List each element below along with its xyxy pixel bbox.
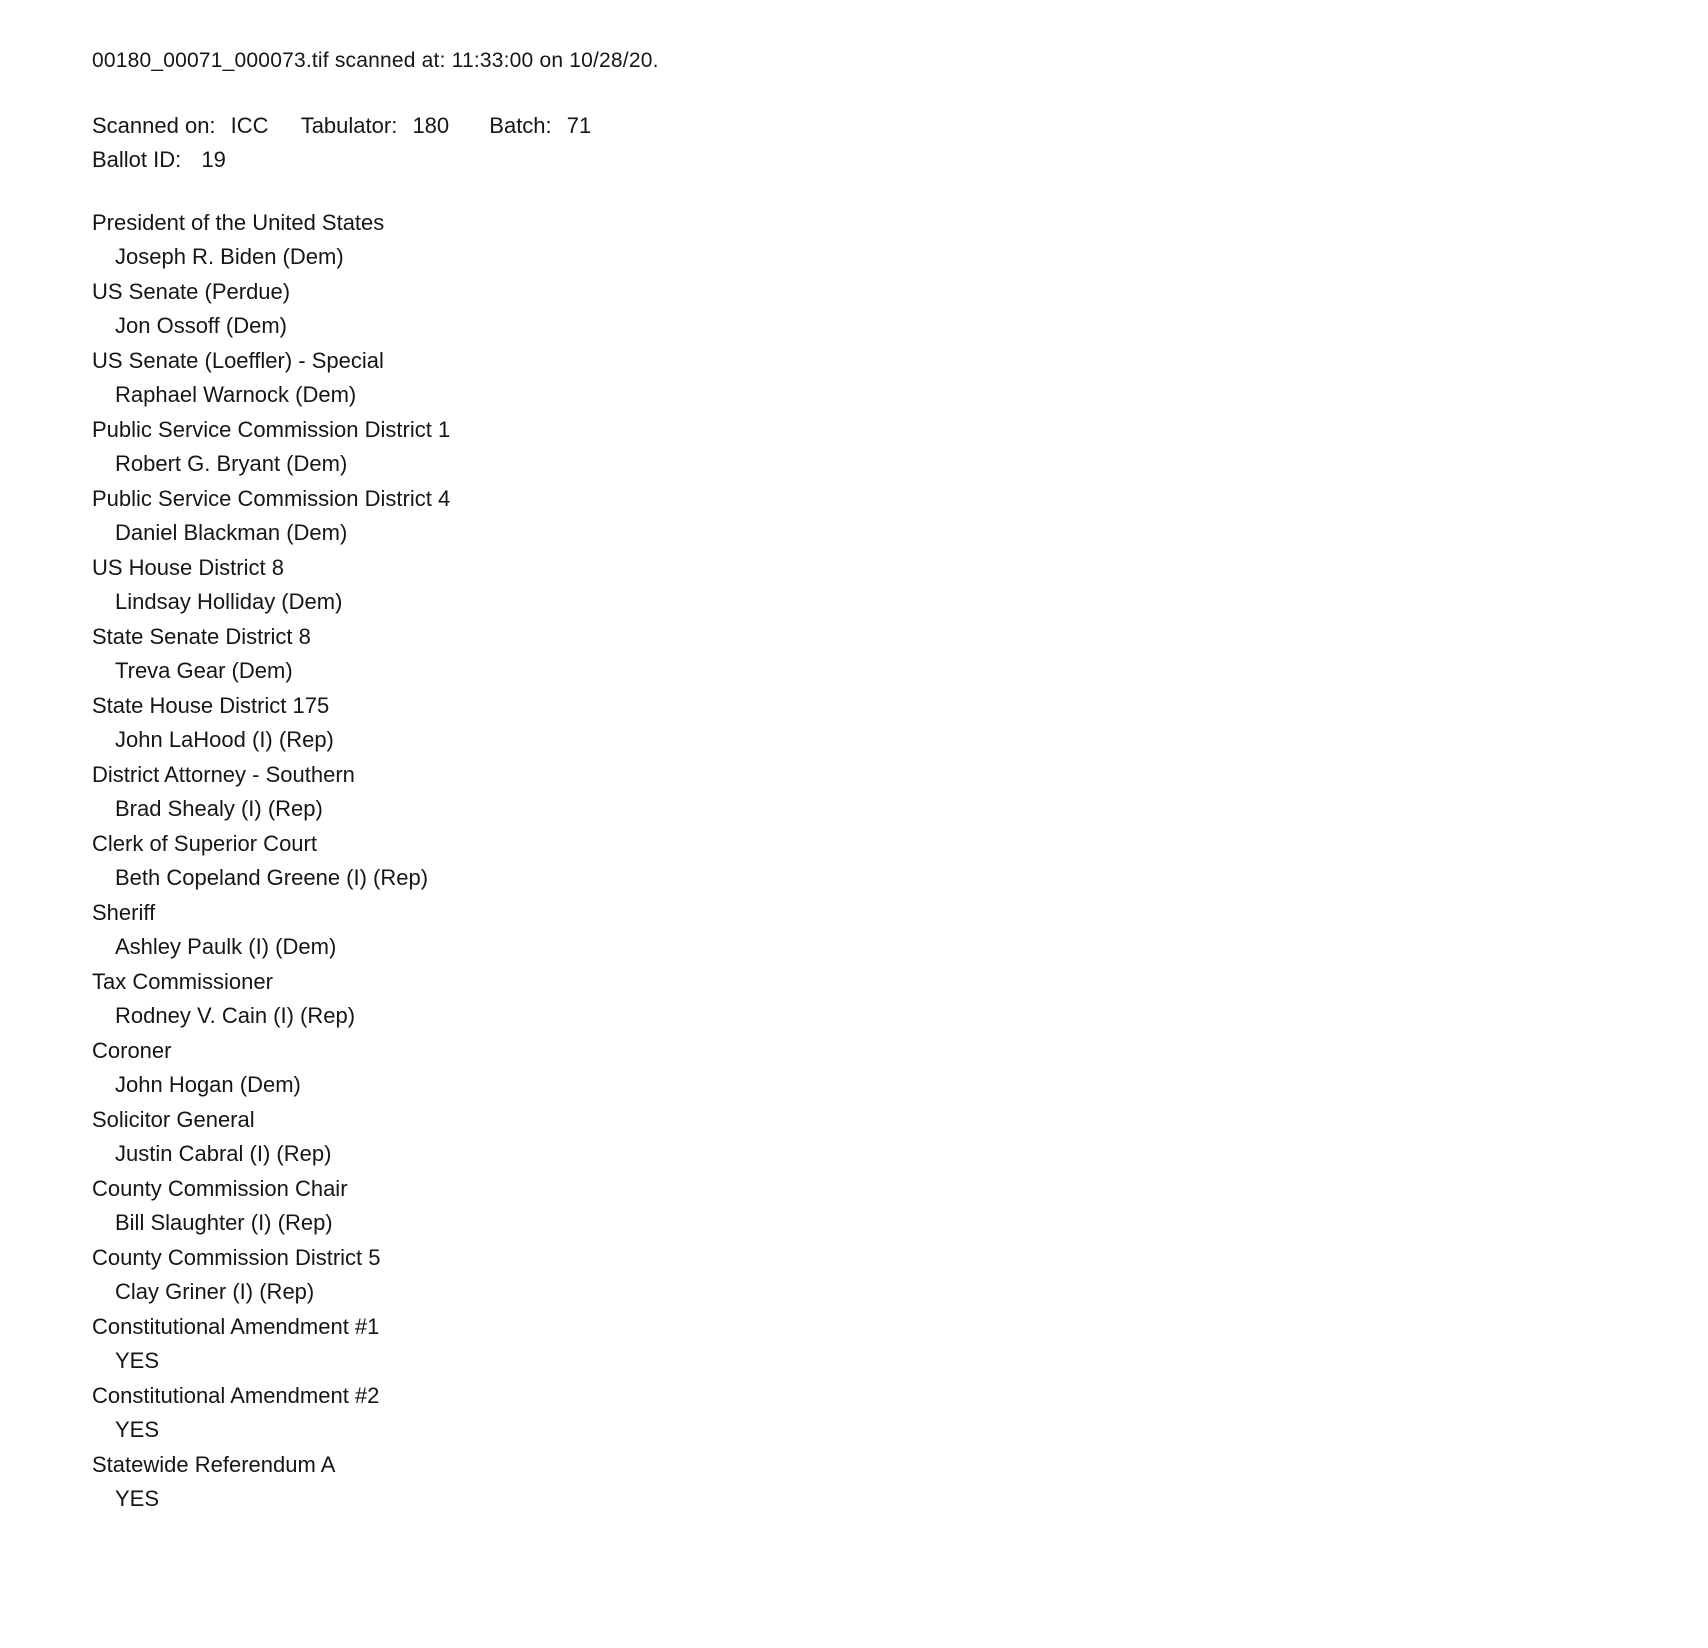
- ballot-id-line: [92, 143, 1648, 178]
- contest-selection: Raphael Warnock (Dem): [115, 382, 357, 407]
- contest-selection: Bill Slaughter (I) (Rep): [115, 1210, 333, 1235]
- contest-selection: YES: [115, 1348, 160, 1373]
- contest-office: US House District 8: [92, 554, 284, 580]
- scanned-on-value: ICC: [230, 112, 269, 138]
- contest-office: Constitutional Amendment #1: [92, 1313, 380, 1339]
- scan-info: [92, 109, 1648, 178]
- scanned-on-field: [92, 113, 275, 138]
- contest-selection: Lindsay Holliday (Dem): [115, 589, 343, 614]
- contest-list: [92, 206, 1648, 1517]
- contest-selection: Treva Gear (Dem): [115, 658, 293, 683]
- contest-selection: Joseph R. Biden (Dem): [115, 244, 344, 269]
- batch-field: [489, 113, 591, 138]
- contest-office: Public Service Commission District 1: [92, 416, 451, 442]
- contest-selection: John LaHood (I) (Rep): [115, 727, 334, 752]
- contest-selection: Ashley Paulk (I) (Dem): [115, 934, 337, 959]
- scan-info-line: [92, 109, 1648, 144]
- contest-selection: Jon Ossoff (Dem): [115, 313, 287, 338]
- ballot-id-field: [92, 147, 226, 172]
- contest-office: Clerk of Superior Court: [92, 830, 317, 856]
- contest-office: US Senate (Loeffler) - Special: [92, 347, 384, 373]
- tabulator-label: Tabulator:: [300, 112, 398, 138]
- contest-office: District Attorney - Southern: [92, 761, 355, 787]
- contest-selection: Robert G. Bryant (Dem): [115, 451, 348, 476]
- contest-office: Sheriff: [92, 899, 156, 925]
- ballot-id-value: 19: [201, 147, 226, 172]
- contest-office: Solicitor General: [92, 1106, 255, 1132]
- contest-office: County Commission District 5: [92, 1244, 381, 1270]
- scanned-on-label: Scanned on:: [92, 112, 216, 138]
- contest-selection: Justin Cabral (I) (Rep): [115, 1141, 332, 1166]
- contest-office: US Senate (Perdue): [92, 278, 291, 304]
- contest-office: President of the United States: [92, 209, 385, 235]
- contest-selection: YES: [115, 1417, 160, 1442]
- file-header-line: 00180_00071_000073.tif scanned at: 11:33:00 on 10/28/20.: [92, 49, 659, 72]
- batch-label: Batch:: [489, 112, 552, 138]
- contest-selection: YES: [115, 1486, 160, 1511]
- contest-office: Public Service Commission District 4: [92, 485, 451, 511]
- contest-office: Coroner: [92, 1037, 172, 1063]
- tabulator-value: 180: [412, 112, 450, 138]
- contest-selection: Rodney V. Cain (I) (Rep): [115, 1003, 356, 1028]
- batch-value: 71: [566, 112, 592, 138]
- contest-office: Tax Commissioner: [92, 968, 273, 994]
- ballot-id-label: Ballot ID:: [92, 147, 182, 172]
- contest-selection: Brad Shealy (I) (Rep): [115, 796, 323, 821]
- contest-selection: Daniel Blackman (Dem): [115, 520, 348, 545]
- contest-office: County Commission Chair: [92, 1175, 348, 1201]
- contest-office: Constitutional Amendment #2: [92, 1382, 380, 1408]
- contest-selection: Beth Copeland Greene (I) (Rep): [115, 865, 429, 890]
- contest-office: Statewide Referendum A: [92, 1451, 336, 1477]
- contest-office: State Senate District 8: [92, 623, 311, 649]
- contest-office: State House District 175: [92, 692, 330, 718]
- tabulator-field: [301, 113, 456, 138]
- contest-selection: Clay Griner (I) (Rep): [115, 1279, 315, 1304]
- contest-selection: John Hogan (Dem): [115, 1072, 301, 1097]
